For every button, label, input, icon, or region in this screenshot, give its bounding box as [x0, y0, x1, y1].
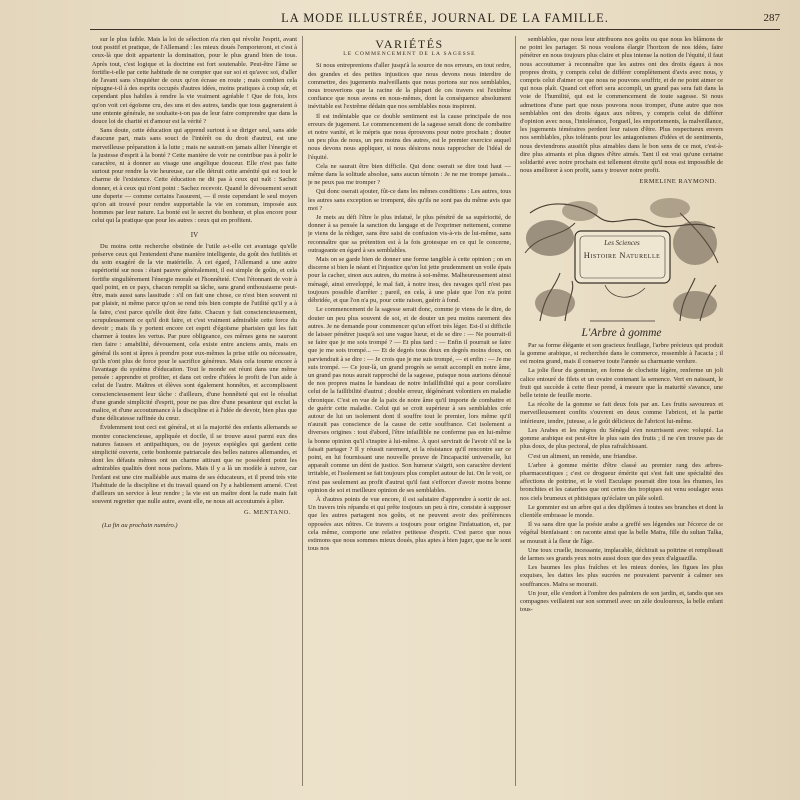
paragraph: Qui donc oserait ajouter, fût-ce dans les mêmes conditions : Les autres, tous les autres sans exception se trompent, dès qu'ils ne sont pas du même avis que moi ?: [308, 188, 511, 212]
left-column: [92, 36, 297, 788]
section-subtitle: LE COMMENCEMENT DE LA SAGESSE: [343, 51, 476, 58]
author-signature: G. MENTANO.: [243, 509, 291, 517]
right-column: [520, 36, 723, 788]
illustration-title: Histoire Naturelle: [583, 249, 661, 260]
section-number: IV: [190, 230, 199, 239]
illustration-title-top: Les Sciences: [604, 238, 640, 247]
paragraph: Je mets au défi l'être le plus infatué, le plus pénétré de sa supériorité, de donner à sa pensée la sanction du langage et de l'exprimer nettement, comme je viens de la rédiger, sans être saisi de confusion vis-à-vis de lui-même, sans reconnaître que sa prétention est à la fois grotesque en ce qui le concerne, outrageante en égard à ses semblables.: [308, 214, 511, 254]
paragraph: Les baumes les plus fraîches et les mieux dorées, les figues les plus exquises, les dattes les plus sucrées ne pouvaient parvenir à calmer ses souffrances. Maïra se mourait.: [520, 564, 723, 588]
author-signature: ERMELINE RAYMOND.: [639, 178, 717, 186]
middle-column: [308, 36, 511, 788]
paragraph: Le commencement de la sagesse serait donc, comme je viens de le dire, de douter un peu plus souvent de soi, et de douter un peu moins rarement des autres. Je ne demande pour commencer qu'un effort très léger. Est-il si difficile de laisser pénétrer jusqu'à soi une vague lueur, et de se dire : — Ne pourrait-il se faire que je me sois trompé ? — Et plus tard : — Enfin il pourrait se faire que je me sois trompé... — Et de degrés tous doux en degrés moins doux, on parviendrait à se dire : — Je crois que je me suis trompé, — et enfin : — Je me suis trompé. — Ce jour-là, un grand progrès se serait accompli en notre âme, un grand pas nous aurait rapproché de la sagesse, puisque nous aurions dénoué de nos propres mains le bandeau de notre infaillibilité qui a pour corollaire celui de la faillibilité d'autrui ; double erreur, dégénérant volontiers en maladie chronique. C'est en vue de la paix de notre âme qu'il importe de combattre et de guérir cette maladie. Celui qui se croit supérieur à ses semblables crée autour de lui un isolement dont il souffre tout le premier, lors même qu'il n'aurait pas conscience de la cause de cette souffrance. Cet isolement a diverses origines : tout d'abord, l'être infaillible ne conferme pas en lui-même la bonne opinion qu'il s'inspire à lui-même. À quoi servirait de l'avoir s'il ne la faisait partager ? Il y réussit rarement, et la résistance qu'il rencontre sur ce point, en lui fournissant une nouvelle preuve de l'incapacité universelle, lui apparaît comme un déni de justice. Son humeur s'aigrit, son caractère devient irritable, et l'isolement se fait toujours plus complet autour de lui. On le voit, ce n'est pas seulement au profit d'autrui qu'il faut s'efforcer d'avoir moins bonne opinion de soi et meilleure opinion de ses semblables.: [308, 306, 511, 494]
paragraph: C'est un aliment, un remède, une friandise.: [528, 452, 638, 460]
paragraph: Il est indéniable que ce double sentiment est la cause principale de nos erreurs de jugement. Le commencement de la sagesse serait donc de combattre et notre vanité, et le mépris que nous éprouvons pour notre prochain ; douter un peu plus de nous, un peu moins des autres, est le premier exercice auquel nous devons nous appliquer, si nous désirons nous rapprocher de l'idéal de l'équité.: [308, 112, 511, 161]
paragraph: Le gommier est un arbre qui a des diplômes à toutes ses branches et dont la clientèle embrasse le monde.: [520, 503, 723, 519]
continued-note: (La fin au prochain numéro.): [102, 521, 178, 529]
paragraph: La jolie fleur du gommier, en forme de clochette légère, renferme un joli calice entouré de filets et un ovaire contenant la semence. Vert en naissant, le fruit qui succède à cette fleur prend, à mesure que la maturité s'avance, une belle teinte de feuille morte.: [520, 367, 723, 400]
journal-title: LA MODE ILLUSTRÉE, JOURNAL DE LA FAMILLE.: [281, 11, 609, 25]
page-number: 287: [763, 12, 780, 24]
column-rule-2: [515, 36, 516, 786]
section-title: VARIÉTÉS: [375, 37, 444, 51]
paragraph: semblables, que nous leur attribuons nos goûts ou que nous les blâmons de ne point les partager. Si nous voulons élargir l'horizon de nos idées, faire pénétrer en nous toujours plus claire et plus intense la notion de l'équité, il faut nous accoutumer à reconnaître que les autres ont des droits égaux à nos propres droits, y compris celui de différer complètement d'avis avec nous, y compris celui d'aimer ce que nous ne pouvons souffrir, et de ne point aimer ce qui nous plaît. Quand cet effort sera accompli, un grand pas sera fait dans la voie de l'humilité, qui est le commencement de toute sagesse. Si nous admettons d'une part que nous pouvons nous tromper, d'une autre que nos semblables ont des droits égaux aux nôtres, y compris celui de différer d'opinion avec nous, l'intolérance, l'orgueil, les emportements, la malveillance, les jugements téméraires perdent leur raison d'être. Plus respectueux envers nos semblables, plus tolérants pour les antagonismes d'idées et de sentiments, nous deviendrons aussitôt plus aimables dans le bon sens de ce mot, c'est-à-dire plus aimants et plus dignes d'être aimés. Tant il est vrai qu'une certaine solidarité avec notre prochain est tellement étroite qu'il nous est impossible de nous améliorer à son profit, sans y trouver notre profit.: [520, 36, 723, 175]
paragraph: À d'autres points de vue encore, il est salutaire d'apprendre à sortir de soi. Un travers très répandu et qui prête toujours un peu à rire, consiste à supposer que les autres partagent nos goûts, et ne peuvent avoir des préférences opposées aux nôtres. Ce travers a toujours pour origine l'infatuation, et, par cela même, comporte une relative petitesse d'esprit. C'est parce que nous estimons que nous sommes mieux doués, plus aptes à bien juger, que ne le sont tous nos: [308, 495, 511, 553]
paragraph: Évidemment tout ceci est général, et si la majorité des enfants allemands se montre consciencieuse, appliquée et docile, il se trouve aussi parmi eux des natures fausses et antipathiques, ou de joyeux espiègles qui gardent cette simplicité ouverte, cette bonhomie patriarcale des belles natures allemandes, et dont les défauts mêmes ont un charme attirant que ne possèdent point les admirables qualités dont nous parlons. Mais il y a là un modèle à suivre, car l'enfant est une cire malléable aux mains de ses éducateurs, et il prend très vite l'habitude de la discipline et du travail quand on l'y a habilement amené. C'est d'ailleurs un service à leur rendre ; la vie est un maître dont la rude main fait souvent regretter que nulle autre, avant elle, ne nous ait accoutumés à plier.: [92, 424, 297, 506]
paragraph: Par sa forme élégante et son gracieux feuillage, l'arbre précieux qui produit la gomme arabique, si recherchée dans le commerce, ressemble à l'acacia ; il est moins grand, mais il conserve toute l'année sa charmante verdure.: [520, 341, 723, 366]
paragraph: Une toux cruelle, incessante, implacable, déchirait sa poitrine et remplissait de larmes ses grands yeux noirs aussi doux que des yeux d'alguazilla.: [520, 546, 723, 562]
paragraph: Un jour, elle s'endort à l'ombre des palmiers de son jardin, et, tandis que ses compagnes veillaient sur son sommeil avec un zèle douloureux, la belle enfant tous-: [520, 589, 723, 614]
page-header: [90, 8, 780, 30]
paragraph: Sans doute, cette éducation qui apprend surtout à se diriger seul, sans aide d'aucune part, mais sans souci de l'intérêt ou du droit d'autrui, est une merveilleuse préparation à la lutte ; mais ne saurait-on jamais allier l'énergie et la justesse d'esprit à la bonté ? Cette manière de voir ne contribue pas à polir le caractère, ni à donner au visage une angélique douceur. Elle n'est pas faite surtout pour rendre la vie heureuse, car elle détruit cette aménité qui est tout le charme de l'existence. Cette éducation ne dit pas à ceux qui naît : Sachez donner, et à ceux qui n'ont point : Sachez recevoir. Quand le dévouement serait une duperie — comme certains l'assurent, — il reste cependant le seul moyen qu'on ait trouvé pour rendre supportable la vie en commun, imposée aux hommes par leur nature. La bonté est le secret du bonheur, et plus encore pour celui qui la pratique que pour les autres : ceux qui en profitent.: [92, 127, 297, 225]
paragraph: Il va sans dire que la poésie arabe a greffé ses légendes sur l'écorce de ce végétal bienfaisant : on raconte ainsi que la belle Maïra, fille du sultan Talka, se mourait à la fleur de l'âge.: [520, 521, 723, 545]
engraving-illustration: [520, 193, 723, 323]
paragraph: Les Arabes et les nègres du Sénégal s'en nourrissent avec volupté. La gomme arabique est peut-être le plus sain des fruits ; il ne s'en trouve pas de plus doux, de plus pectoral, de plus rafraîchissant.: [520, 426, 723, 451]
paragraph: La récolte de la gomme se fait deux fois par an. Les fruits savoureux et merveilleusement confits s'ouvrent en deux comme l'abricot, et la partie intérieure, tendre, juteuse, a le goût délicieux de l'abricot lui-même.: [520, 401, 723, 425]
column-rule-1: [302, 36, 303, 786]
article-title: L'Arbre à gomme: [581, 326, 662, 339]
paragraph: Du moins cette recherche obstinée de l'utile a-t-elle cet avantage qu'elle préserve ceux qui l'entendent d'une manière intelligente, du goût des futilités et du soin exagéré de la vie matérielle. À cet égard, l'Allemand a une autre supériorité sur nous : étant pauvre généralement, il est simple de goûts, et cela fortifie singulièrement l'énergie morale et l'honnêteté. C'est l'étonnant de voir à quel point, en ce pays, chacun remplit sa tâche, sans grand enthousiasme peut-être, mais aussi sans lassitude : s'il on fait une chose, ce n'est bien souvent ni par plaisir, ni même parce qu'on se rend très bien compte de l'utilité qu'il y a à la faire, c'est parce qu'elle doit être faite. Chacun y fait consciencieusement, scrupuleusement ce qu'il doit faire, et c'est vraiment admirable cette force du devoir ; mais ils y portent encore cet esprit d'égoïsme pharisien qui les fait charmer à toutes les vertus. Par pure obligeance, ces mêmes gens ne sauront rien faire : amabilité, dévouement, cela existe entre anciens amis, mais en général ils sont si âpres à prendre pour eux-mêmes la prise utile ou nécessaire, qu'ils n'ont plus de force pour le sacrifice généreux. Mais cela tourne encore à l'avantage du système d'éducation. Tout le monde est réuni dans une même pensée : apprendre et profiter, et dans cet ordre d'idées le profit de l'un aide à celui de l'autre. Maîtres et élèves sont également honnêtes, et accomplissent consciencieusement leur tâche : d'ailleurs, d'une honnêteté qui est le résultat d'une grande simplicité d'esprit, pour ne pas dire d'une pesanteur qui exclut la malice, et d'une accoutumance à la discipline et à l'idée de devoir, bien plus que d'une délicatesse raffinée du cœur.: [92, 242, 297, 423]
paragraph: sur le plus faible. Mais la loi de sélection n'a rien qui révolte l'esprit, avant tout positif et pratique, de l'Allemand : les mieux doués l'emporteront, et c'est à ceux-là que doit appartenir la domination, pour le plus grand bien de tous. Après tout, c'est logique et la doctrine est fort soutenable. Peut-être l'âme se fortifie-t-elle par cette habitude de ne compter que sur soi et qu'avec soi, d'aller de l'avant sans s'inquiéter de ceux qu'on écrase en route ; mais combien cela répugne-t-il à des esprits occupés d'autres idées, moins pratiques à coup sûr, et cependant plus habiles à rendre la vie vraiment agréable ! Que de fois, lors qu'on voit cet égoïsme cru, des uns et des autres, tandis que tous gagneraient à une entente générale, ne souhaite-t-on pas de leur faire comprendre que dans la douce loi de charité et d'amour est la vérité ?: [92, 36, 297, 126]
paragraph: L'arbre à gomme mérite d'être classé au premier rang des arbres-pharmaceutiques ; c'est ce drogueur émérite qui s'est fait une spécialité des affections de poitrine, et le vieil Esculape pourrait dire tous les rhumes, les bronchites et les catarrhes que ont certes des tropiques est venu soulager sous nos ciels brumeux et phtisiques qu'éclaire un pâle soleil.: [520, 461, 723, 502]
paragraph: Cela ne saurait être bien difficile. Qui donc oserait se dire tout haut — même dans la solitude absolue, sans aucun témoin : Je ne me trompe jamais... je ne peux pas me tromper ?: [308, 162, 511, 187]
paragraph: Si nous entreprenions d'aller jusqu'à la source de nos erreurs, en tout ordre, des grandes et des petites injustices que nous devons nous interdire de commettre, des jugements malveillants que nous portons sur nos semblables, nous trouverions que la racine de la plupart de ces travers est l'extrême confiance que nous avons en nous-mêmes, dont la conséquence absolument inévitable est l'extrême dédain que nos semblables nous inspirent.: [308, 62, 511, 111]
paragraph: Mais on se garde bien de donner une forme tangible à cette opinion ; on en discerne si bien le néant et l'injustice qu'on lui jette prudemment un voile épais pour la cacher, sinon aux autres, du moins à soi-même. Malheureusement ainsi ménagé, ainsi enveloppé, le mal fait, à notre insu, des ravages qu'il n'est pas toujours possible d'arrêter ; pareil, en cela, à une plaie que l'on n'a point débridée, et que l'on n'a pu, pour cette raison, guérir à fond.: [308, 256, 511, 305]
